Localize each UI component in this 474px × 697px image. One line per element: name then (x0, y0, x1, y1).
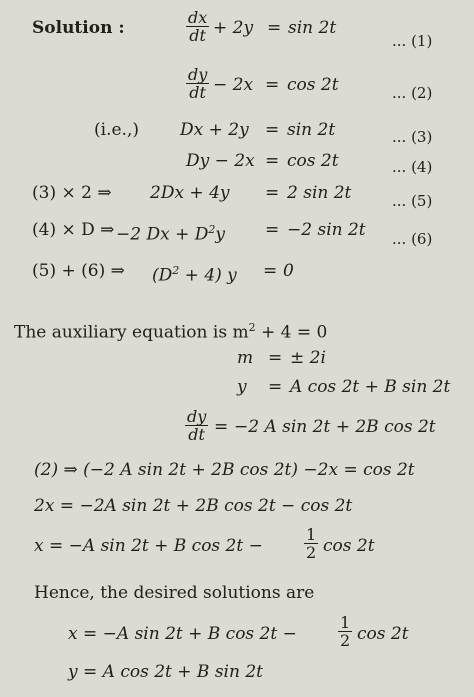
fraction-numerator: dx (188, 8, 208, 27)
eq5-equals: = (265, 183, 280, 203)
auxiliary-equation (14, 318, 327, 343)
x-expression-1: x = −A sin 2t + B cos 2t − (34, 536, 263, 556)
fraction-numerator: dy (187, 407, 207, 426)
eq3-equals: = (265, 120, 280, 140)
eq5-tag: ... (5) (392, 192, 433, 210)
dy-dt-fraction-2 (185, 408, 208, 443)
eq6-lhs (116, 220, 225, 245)
eq3-rhs: sin 2t (287, 120, 336, 140)
eq2-lhs: − 2x (213, 75, 254, 95)
eq7-lhs-sup: 2 (172, 264, 180, 277)
dy-dt-fraction (186, 66, 209, 101)
eq7-lhs-b: + 4) y (179, 265, 237, 286)
substitution-line-2: 2x = −2A sin 2t + 2B cos 2t − cos 2t (34, 496, 353, 516)
eq7-lhs (152, 261, 237, 286)
eq6-equals: = (265, 220, 280, 240)
y-equals: = (268, 377, 283, 397)
eq2-rhs: cos 2t (287, 75, 339, 95)
eq1-lhs: + 2y (213, 18, 254, 38)
final-y-solution: y = A cos 2t + B sin 2t (68, 662, 263, 682)
y-lhs: y (237, 377, 247, 397)
fraction-numerator: 1 (306, 525, 317, 544)
eq2-tag: ... (2) (392, 84, 433, 102)
eq7-rhs: 0 (283, 261, 294, 281)
aux-text-a: The auxiliary equation is m (14, 322, 249, 343)
eq1-equals: = (267, 18, 282, 38)
eq7-lhs-a: (D (152, 265, 173, 286)
fraction-numerator: 1 (340, 613, 351, 632)
fraction-denominator: dt (189, 26, 206, 45)
ie-label: (i.e.,) (94, 120, 139, 140)
eq6-lhs-b: y (215, 224, 225, 245)
fraction-numerator: dy (188, 65, 208, 84)
aux-sup: 2 (248, 321, 256, 334)
eq5-label: (3) × 2 ⇒ (32, 183, 112, 203)
m-lhs: m (237, 348, 254, 368)
eq6-lhs-a: −2 Dx + D (116, 224, 209, 245)
m-rhs: ± 2i (290, 348, 326, 368)
eq3-tag: ... (3) (392, 128, 433, 146)
fraction-denominator: dt (188, 425, 205, 444)
dy-rhs: −2 A sin 2t + 2B cos 2t (234, 417, 436, 437)
eq4-tag: ... (4) (392, 158, 433, 176)
m-equals: = (268, 348, 283, 368)
fraction-denominator: 2 (306, 543, 317, 562)
eq2-equals: = (265, 75, 280, 95)
final-x-solution-tail: cos 2t (357, 624, 409, 644)
eq1-tag: ... (1) (392, 32, 433, 50)
eq4-lhs: Dy − 2x (186, 151, 255, 171)
dx-dt-fraction (186, 9, 209, 44)
aux-text-b: + 4 = 0 (255, 322, 328, 343)
final-x-solution: x = −A sin 2t + B cos 2t − (68, 624, 297, 644)
eq6-tag: ... (6) (392, 230, 433, 248)
hence-text: Hence, the desired solutions are (34, 583, 315, 603)
y-rhs: A cos 2t + B sin 2t (290, 377, 451, 397)
eq1-rhs: sin 2t (288, 18, 337, 38)
dy-equals: = (214, 417, 229, 437)
eq6-lhs-sup: 2 (208, 223, 216, 236)
fraction-denominator: 2 (340, 631, 351, 650)
eq5-lhs: 2Dx + 4y (150, 183, 230, 203)
eq5-rhs: 2 sin 2t (287, 183, 352, 203)
x-expression-1-tail: cos 2t (323, 536, 375, 556)
eq6-label: (4) × D ⇒ (32, 220, 115, 240)
eq4-equals: = (265, 151, 280, 171)
eq6-rhs: −2 sin 2t (287, 220, 366, 240)
eq3-lhs: Dx + 2y (180, 120, 249, 140)
solution-label: Solution : (32, 18, 125, 38)
eq7-label: (5) + (6) ⇒ (32, 261, 125, 281)
eq7-equals: = (263, 261, 278, 281)
half-fraction-1 (304, 526, 318, 561)
half-fraction-2 (338, 614, 352, 649)
eq4-rhs: cos 2t (287, 151, 339, 171)
substitution-line-1: (2) ⇒ (−2 A sin 2t + 2B cos 2t) −2x = cos 2t (34, 460, 415, 480)
fraction-denominator: dt (189, 83, 206, 102)
